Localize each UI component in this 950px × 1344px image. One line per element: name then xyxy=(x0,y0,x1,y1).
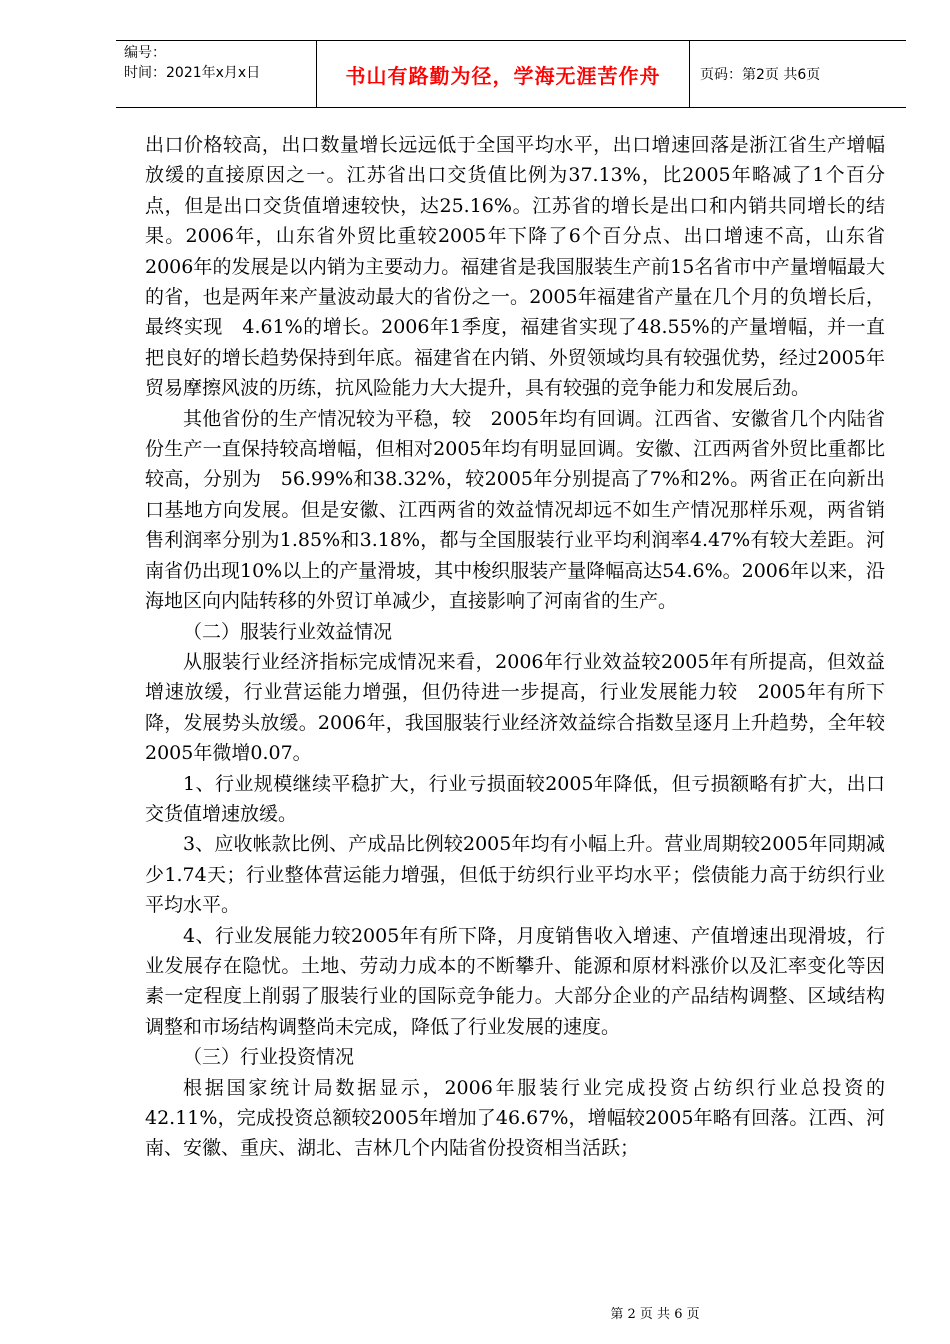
list-item: 1、行业规模继续平稳扩大，行业亏损面较2005年降低，但亏损额略有扩大，出口交货值增速放缓。 xyxy=(145,772,885,825)
section-heading: （三）行业投资情况 xyxy=(183,1046,355,1069)
paragraph: 从服装行业经济指标完成情况来看，2006年行业效益较2005年有所提高，但效益增速放缓，行业营运能力增强，但仍待进一步提高，行业发展能力较 2005年有所下降，发展势头放缓。2006年，我国服装行业经济效益综合指数呈逐月上升趋势，全年较2005年微增0.07。 xyxy=(145,650,885,765)
list-item: 3、应收帐款比例、产成品比例较2005年均有小幅上升。营业周期较2005年同期减少1.74天；行业整体营运能力增强，但低于纺织行业平均水平；偿债能力高于纺织行业平均水平。 xyxy=(145,833,885,917)
time-label: 时间：2021年x月x日 xyxy=(124,65,261,81)
header-page-code-cell xyxy=(690,41,906,107)
list-item: 4、行业发展能力较2005年有所下降，月度销售收入增速、产值增速出现滑坡，行业发展存在隐忧。土地、劳动力成本的不断攀升、能源和原材料涨价以及汇率变化等因素一定程度上削弱了服装行业的国际竞争能力。大部分企业的产品结构调整、区域结构调整和市场结构调整尚未完成，降低了行业发展的速度。 xyxy=(145,924,885,1038)
paragraph: 其他省份的生产情况较为平稳，较 2005年均有回调。江西省、安徽省几个内陆省份生产一直保持较高增幅，但相对2005年均有明显回调。安徽、江西两省外贸比重都比较高，分别为 56.99%和38.32%，较2005年分别提高了7%和2%。两省正在向新出口基地方向发展。但是安徽、江西两省的效益情况却远不如生产情况那样乐观，两省销售利润率分别为1.85%和3.18%，都与全国服装行业平均利润率4.47%有较大差距。河南省仍出现10%以上的产量滑坡，其中梭织服装产量降幅高达54.6%。2006年以来，沿海地区向内陆转移的外贸订单减少，直接影响了河南省的生产。 xyxy=(145,407,885,613)
motto-text: 书山有路勤为径，学海无涯苦作舟 xyxy=(345,63,661,88)
page-header xyxy=(116,40,906,108)
header-motto-cell xyxy=(316,41,690,107)
section-heading: （二）服装行业效益情况 xyxy=(183,620,393,643)
paragraph: 出口价格较高，出口数量增长远远低于全国平均水平，出口增速回落是浙江省生产增幅放缓的直接原因之一。江苏省出口交货值比例为37.13%，比2005年略减了1个百分点，但是出口交货值增速较快，达25.16%。江苏省的增长是出口和内销共同增长的结果。2006年，山东省外贸比重较2005年下降了6个百分点、出口增速不高，山东省2006年的发展是以内销为主要动力。福建省是我国服装生产前15名省市中产量增幅最大的省，也是两年来产量波动最大的省份之一。2005年福建省产量在几个月的负增长后，最终实现 4.61%的增长。2006年1季度，福建省实现了48.55%的产量增幅，并一直把良好的增长趋势保持到年底。福建省在内销、外贸领域均具有较强优势，经过2005年贸易摩擦风波的历练，抗风险能力大大提升，具有较强的竞争能力和发展后劲。 xyxy=(145,134,885,400)
page-footer: 第 2 页 共 6 页 xyxy=(610,1307,700,1322)
document-body xyxy=(145,130,885,1164)
header-meta xyxy=(116,41,316,107)
paragraph: 根据国家统计局数据显示，2006年服装行业完成投资占纺织行业总投资的42.11%，完成投资总额较2005年增加了46.67%，增幅较2005年略有回落。江西、河南、安徽、重庆、湖北、吉林几个内陆省份投资相当活跃； xyxy=(145,1076,885,1160)
page-code: 页码：第2页 共6页 xyxy=(700,67,821,83)
number-label: 编号： xyxy=(124,45,166,61)
